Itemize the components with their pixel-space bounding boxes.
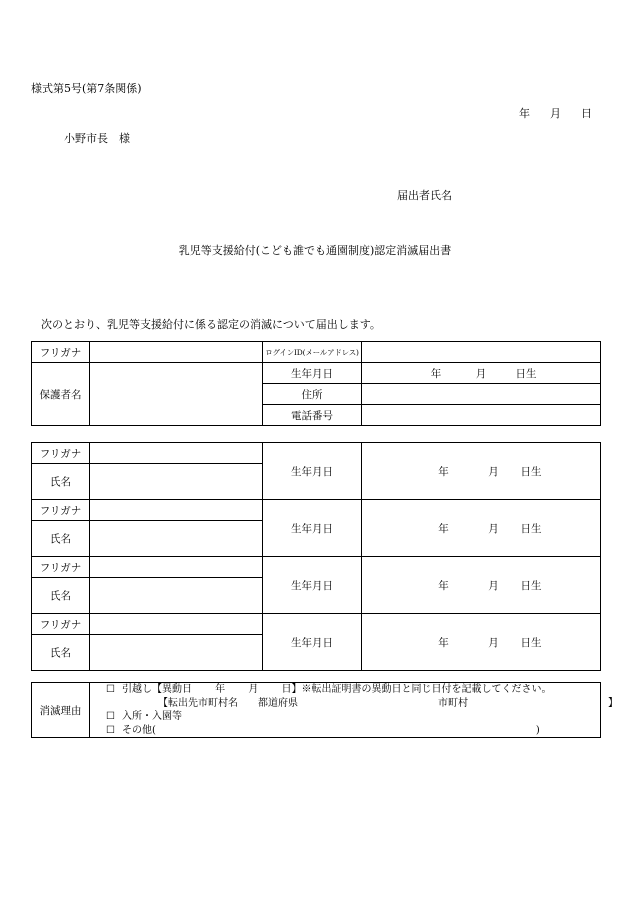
child-4-name-label: 氏名	[32, 635, 90, 671]
addressee: 小野市長 様	[64, 132, 130, 145]
child-4-birth-label: 生年月日	[263, 614, 362, 671]
intro-text: 次のとおり、乳児等支援給付に係る認定の消滅について届出します。	[41, 318, 381, 331]
children-table	[31, 442, 601, 671]
submission-date	[519, 108, 592, 119]
child-1-furigana-field[interactable]	[90, 443, 263, 464]
other-option-text: その他( )	[122, 724, 540, 736]
child-2-birth-label: 生年月日	[263, 500, 362, 557]
child-2-name-field[interactable]	[90, 521, 263, 557]
moving-destination-text: 【転出先市町村名 都道府県 市町村 】	[158, 697, 618, 709]
guardian-name-field[interactable]	[90, 363, 263, 426]
child-1-birth-field[interactable]: 年 月 日生	[362, 443, 601, 500]
child-2-furigana-label: フリガナ	[32, 500, 90, 521]
date-day-label: 日	[581, 107, 592, 120]
reason-option-enrollment[interactable]	[106, 710, 600, 724]
child-2-name-label: 氏名	[32, 521, 90, 557]
applicant-name-label: 届出者氏名	[397, 189, 452, 202]
reason-option-other[interactable]	[106, 724, 600, 738]
child-3-furigana-field[interactable]	[90, 557, 263, 578]
child-3-furigana-label: フリガナ	[32, 557, 90, 578]
guardian-address-label: 住所	[263, 384, 362, 405]
child-2-birth-field[interactable]: 年 月 日生	[362, 500, 601, 557]
reason-options	[90, 683, 618, 738]
moving-destination[interactable]	[106, 697, 618, 711]
child-1-furigana-label: フリガナ	[32, 443, 90, 464]
child-1-birth-label: 生年月日	[263, 443, 362, 500]
child-3-name-label: 氏名	[32, 578, 90, 614]
child-3-birth-field[interactable]: 年 月 日生	[362, 557, 601, 614]
guardian-furigana-label: フリガナ	[32, 342, 90, 363]
child-3-birth-label: 生年月日	[263, 557, 362, 614]
child-4-name-field[interactable]	[90, 635, 263, 671]
other-checkbox[interactable]: ☐	[106, 724, 115, 736]
reason-option-moving[interactable]	[106, 683, 600, 697]
moving-option-text: 引越し【異動日 年 月 日】※転出証明書の異動日と同じ日付を記載してください。	[122, 684, 552, 695]
child-1-name-field[interactable]	[90, 464, 263, 500]
reason-label: 消滅理由	[32, 683, 90, 738]
enrollment-checkbox[interactable]: ☐	[106, 711, 115, 722]
guardian-address-field[interactable]	[362, 384, 601, 405]
login-id-label: ログインID(メールアドレス)	[263, 342, 362, 363]
child-4-furigana-label: フリガナ	[32, 614, 90, 635]
child-3-name-field[interactable]	[90, 578, 263, 614]
enrollment-option-text: 入所・入園等	[122, 711, 182, 722]
child-1-name-label: 氏名	[32, 464, 90, 500]
date-year-label: 年	[519, 107, 530, 120]
child-2-furigana-field[interactable]	[90, 500, 263, 521]
guardian-phone-field[interactable]	[362, 405, 601, 426]
guardian-furigana-field[interactable]	[90, 342, 263, 363]
child-4-birth-field[interactable]: 年 月 日生	[362, 614, 601, 671]
guardian-birth-label: 生年月日	[263, 363, 362, 384]
date-month-label: 月	[550, 107, 561, 120]
login-id-field[interactable]	[362, 342, 601, 363]
child-4-furigana-field[interactable]	[90, 614, 263, 635]
reason-table	[31, 682, 618, 738]
guardian-birth-field[interactable]: 年 月 日生	[362, 363, 601, 384]
moving-checkbox[interactable]: ☐	[106, 684, 115, 695]
guardian-phone-label: 電話番号	[263, 405, 362, 426]
document-title: 乳児等支援給付(こども誰でも通園制度)認定消滅届出書	[178, 244, 452, 257]
guardian-table	[31, 341, 601, 426]
form-number: 様式第5号(第7条関係)	[31, 82, 142, 95]
guardian-name-label: 保護者名	[32, 363, 90, 426]
